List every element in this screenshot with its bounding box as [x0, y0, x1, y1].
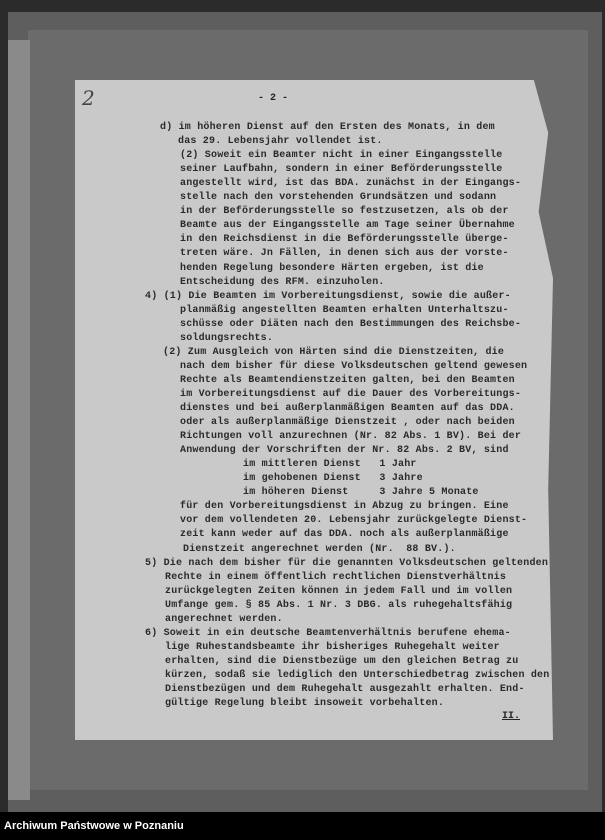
- text-line: in den Reichsdienst in die Beförderungsstelle überge-: [180, 234, 509, 246]
- text-line: 5) Die nach dem bisher für die genannten Volksdeutschen geltenden: [145, 557, 549, 569]
- text-line: seiner Laufbahn, sondern in einer Beförderungsstelle: [180, 164, 503, 176]
- text-line: angerechnet werden.: [165, 613, 283, 625]
- footer: [0, 812, 605, 840]
- text-line: d) im höheren Dienst auf den Ersten des Monats, in dem: [160, 122, 495, 133]
- text-line: im gehobenen Dienst 3 Jahre: [243, 473, 423, 485]
- text-line: vor dem vollendeten 20. Lebensjahr zurückgelegte Dienst-: [180, 515, 528, 527]
- text-line: Dienstzeit angerechnet werden (Nr. 88 BV.).: [183, 543, 456, 555]
- text-line: zurückgelegten Zeiten können in jedem Fall und im vollen: [165, 585, 513, 597]
- text-line: Dienstbezügen und dem Ruhegehalt ausgezahlt erhalten. End-: [165, 684, 525, 695]
- text-line: erhalten, sind die Dienstbezüge um den gleichen Betrag zu: [165, 655, 519, 667]
- text-line: planmäßig angestellten Beamten erhalten Unterhaltszu-: [180, 304, 509, 316]
- text-line: 4) (1) Die Beamten im Vorbereitungsdienst, sowie die außer-: [145, 290, 511, 302]
- text-line: zeit kann weder auf das DDA. noch als außerplanmäßige: [180, 529, 509, 541]
- text-line: kürzen, sodaß sie lediglich den Unterschiedbetrag zwischen den: [165, 669, 550, 681]
- archive-name: Archiwum Państwowe w Poznaniu: [4, 820, 184, 832]
- text-line: treten wäre. Jn Fällen, in denen sich aus der vorste-: [180, 248, 509, 260]
- text-line: stelle nach den vorstehenden Grundsätzen und sodann: [180, 192, 497, 204]
- text-line: (2) Soweit ein Beamter nicht in einer Eingangsstelle: [180, 150, 503, 162]
- text-line: 6) Soweit in ein deutsche Beamtenverhältnis berufene ehema-: [145, 627, 511, 639]
- handwritten-page-number: 2: [82, 86, 95, 110]
- scan-edge: [8, 40, 30, 800]
- text-line: angestellt wird, ist das BDA. zunächst in der Eingangs-: [180, 178, 522, 190]
- text-line: das 29. Lebensjahr vollendet ist.: [178, 136, 383, 148]
- text-line: Umfange gem. § 85 Abs. 1 Nr. 3 DBG. als ruhegehaltsfähig: [165, 599, 513, 611]
- continuation-mark: II.: [502, 711, 521, 722]
- text-line: im Vorbereitungsdienst auf die Dauer des Vorbereitungs-: [180, 388, 522, 400]
- text-line: Entscheidung des RFM. einzuholen.: [180, 276, 385, 288]
- text-line: im höheren Dienst 3 Jahre 5 Monate: [243, 487, 479, 499]
- text-line: schüsse oder Diäten nach den Bestimmungen des Reichsbe-: [180, 318, 522, 330]
- text-line: gültige Regelung bleibt insoweit vorbehalten.: [165, 698, 445, 710]
- text-line: Rechte als Beamtendienstzeiten galten, bei den Beamten: [180, 374, 515, 386]
- text-line: für den Vorbereitungsdienst in Abzug zu bringen. Eine: [180, 501, 509, 513]
- text-line: in der Beförderungsstelle so festzusetzen, als ob der: [180, 206, 509, 218]
- text-line: lige Ruhestandsbeamte ihr bisheriges Ruhegehalt weiter: [165, 641, 500, 653]
- text-line: Rechte in einem öffentlich rechtlichen Dienstverhältnis: [165, 571, 507, 583]
- text-line: (2) Zum Ausgleich von Härten sind die Dienstzeiten, die: [163, 346, 505, 358]
- page-number: - 2 -: [258, 93, 289, 104]
- text-line: Anwendung der Vorschriften der Nr. 82 Abs. 2 BV, sind: [180, 445, 509, 457]
- text-line: Richtungen voll anzurechnen (Nr. 82 Abs. 1 BV). Bei der: [180, 431, 522, 443]
- text-line: nach dem bisher für diese Volksdeutschen geltend gewesen: [180, 360, 528, 372]
- text-line: dienstes und bei außerplanmäßigen Beamten auf das DDA.: [180, 403, 515, 414]
- text-line: im mittleren Dienst 1 Jahr: [243, 459, 417, 471]
- text-line: oder als außerplanmäßige Dienstzeit , oder nach beiden: [180, 417, 515, 429]
- text-line: Beamte aus der Eingangsstelle am Tage seiner Übernahme: [180, 220, 515, 232]
- text-line: henden Regelung besondere Härten ergeben, ist die: [180, 262, 484, 274]
- text-line: soldungsrechts.: [180, 332, 274, 344]
